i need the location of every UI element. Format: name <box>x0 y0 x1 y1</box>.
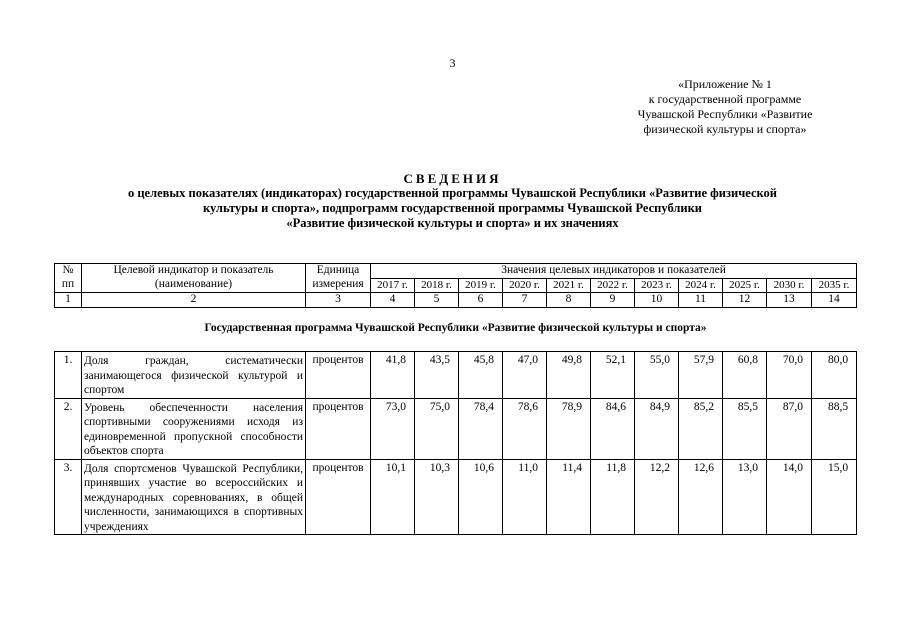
indicator-name: Уровень обеспеченности населения спортивными сооружениями исходя из единовременной пропускной способности объектов спорта <box>82 398 306 459</box>
col-unit-header-sub: измерения <box>306 278 371 293</box>
value-cell: 57,9 <box>679 352 723 399</box>
value-cell: 11,8 <box>591 459 635 535</box>
appendix-line-1: «Приложение № 1 <box>678 77 772 91</box>
year-header: 2024 г. <box>679 278 723 293</box>
column-index: 10 <box>635 293 679 308</box>
year-header: 2021 г. <box>547 278 591 293</box>
year-header: 2017 г. <box>371 278 415 293</box>
column-index: 9 <box>591 293 635 308</box>
year-header: 2020 г. <box>503 278 547 293</box>
value-cell: 47,0 <box>503 352 547 399</box>
value-cell: 14,0 <box>767 459 812 535</box>
column-index: 2 <box>82 293 306 308</box>
value-cell: 78,9 <box>547 398 591 459</box>
indicators-table <box>54 263 857 535</box>
value-cell: 52,1 <box>591 352 635 399</box>
page-number: 3 <box>449 56 456 70</box>
value-cell: 12,2 <box>635 459 679 535</box>
value-cell: 15,0 <box>812 459 857 535</box>
value-cell: 85,2 <box>679 398 723 459</box>
value-cell: 45,8 <box>459 352 503 399</box>
column-index: 3 <box>306 293 371 308</box>
value-cell: 12,6 <box>679 459 723 535</box>
indicator-name: Доля спортсменов Чувашской Республики, принявших участие во всероссийских и международных соревнованиях, в общей численности, занимающихся в спортивных учреждениях <box>82 459 306 535</box>
value-cell: 10,1 <box>371 459 415 535</box>
appendix-line-2: к государственной программе <box>648 92 802 106</box>
header-row-1 <box>55 264 857 279</box>
value-cell: 78,6 <box>503 398 547 459</box>
column-index: 4 <box>371 293 415 308</box>
column-index-row <box>55 293 857 308</box>
indicator-unit: процентов <box>306 398 371 459</box>
indicator-unit: процентов <box>306 352 371 399</box>
value-cell: 70,0 <box>767 352 812 399</box>
col-name-header-sub: (наименование) <box>82 278 306 293</box>
col-name-header: Целевой индикатор и показатель <box>82 264 306 279</box>
section-title: Государственная программа Чувашской Республики «Развитие физической культуры и спорта» <box>55 307 857 352</box>
indicator-name: Доля граждан, систематически занимающегося физической культурой и спортом <box>82 352 306 399</box>
year-header: 2018 г. <box>415 278 459 293</box>
value-cell: 10,3 <box>415 459 459 535</box>
column-index: 12 <box>723 293 767 308</box>
values-header: Значения целевых индикаторов и показателей <box>371 264 857 279</box>
year-header: 2019 г. <box>459 278 503 293</box>
heading-line-3: «Развитие физической культуры и спорта» и их значениях <box>286 216 619 230</box>
value-cell: 85,5 <box>723 398 767 459</box>
year-header: 2035 г. <box>812 278 857 293</box>
year-header: 2023 г. <box>635 278 679 293</box>
value-cell: 55,0 <box>635 352 679 399</box>
value-cell: 84,9 <box>635 398 679 459</box>
column-index: 11 <box>679 293 723 308</box>
row-number: 2. <box>55 398 82 459</box>
value-cell: 73,0 <box>371 398 415 459</box>
value-cell: 80,0 <box>812 352 857 399</box>
column-index: 1 <box>55 293 82 308</box>
heading-line-1: о целевых показателях (индикаторах) государственной программы Чувашской Республики «Развитие физической <box>127 186 778 200</box>
table-row <box>55 398 857 459</box>
value-cell: 49,8 <box>547 352 591 399</box>
appendix-line-4: физической культуры и спорта» <box>643 122 807 136</box>
value-cell: 10,6 <box>459 459 503 535</box>
value-cell: 43,5 <box>415 352 459 399</box>
year-header: 2025 г. <box>723 278 767 293</box>
value-cell: 75,0 <box>415 398 459 459</box>
column-index: 7 <box>503 293 547 308</box>
col-num-header-sub: пп <box>55 278 82 293</box>
column-index: 14 <box>812 293 857 308</box>
appendix-note <box>600 77 850 137</box>
value-cell: 41,8 <box>371 352 415 399</box>
value-cell: 11,4 <box>547 459 591 535</box>
heading-line-2: культуры и спорта», подпрограмм государственной программы Чувашской Республики <box>202 201 703 215</box>
value-cell: 11,0 <box>503 459 547 535</box>
indicator-unit: процентов <box>306 459 371 535</box>
column-index: 6 <box>459 293 503 308</box>
col-num-header: № <box>55 264 82 279</box>
value-cell: 88,5 <box>812 398 857 459</box>
year-header: 2030 г. <box>767 278 812 293</box>
header-row-2 <box>55 278 857 293</box>
table-row <box>55 352 857 399</box>
row-number: 1. <box>55 352 82 399</box>
value-cell: 13,0 <box>723 459 767 535</box>
heading-title: СВЕДЕНИЯ <box>403 171 502 186</box>
table-row <box>55 459 857 535</box>
value-cell: 78,4 <box>459 398 503 459</box>
row-number: 3. <box>55 459 82 535</box>
value-cell: 60,8 <box>723 352 767 399</box>
year-header: 2022 г. <box>591 278 635 293</box>
section-row <box>55 307 857 352</box>
value-cell: 84,6 <box>591 398 635 459</box>
col-unit-header: Единица <box>306 264 371 279</box>
column-index: 8 <box>547 293 591 308</box>
column-index: 13 <box>767 293 812 308</box>
value-cell: 87,0 <box>767 398 812 459</box>
column-index: 5 <box>415 293 459 308</box>
document-heading <box>40 171 865 231</box>
appendix-line-3: Чувашской Республики «Развитие <box>637 107 813 121</box>
